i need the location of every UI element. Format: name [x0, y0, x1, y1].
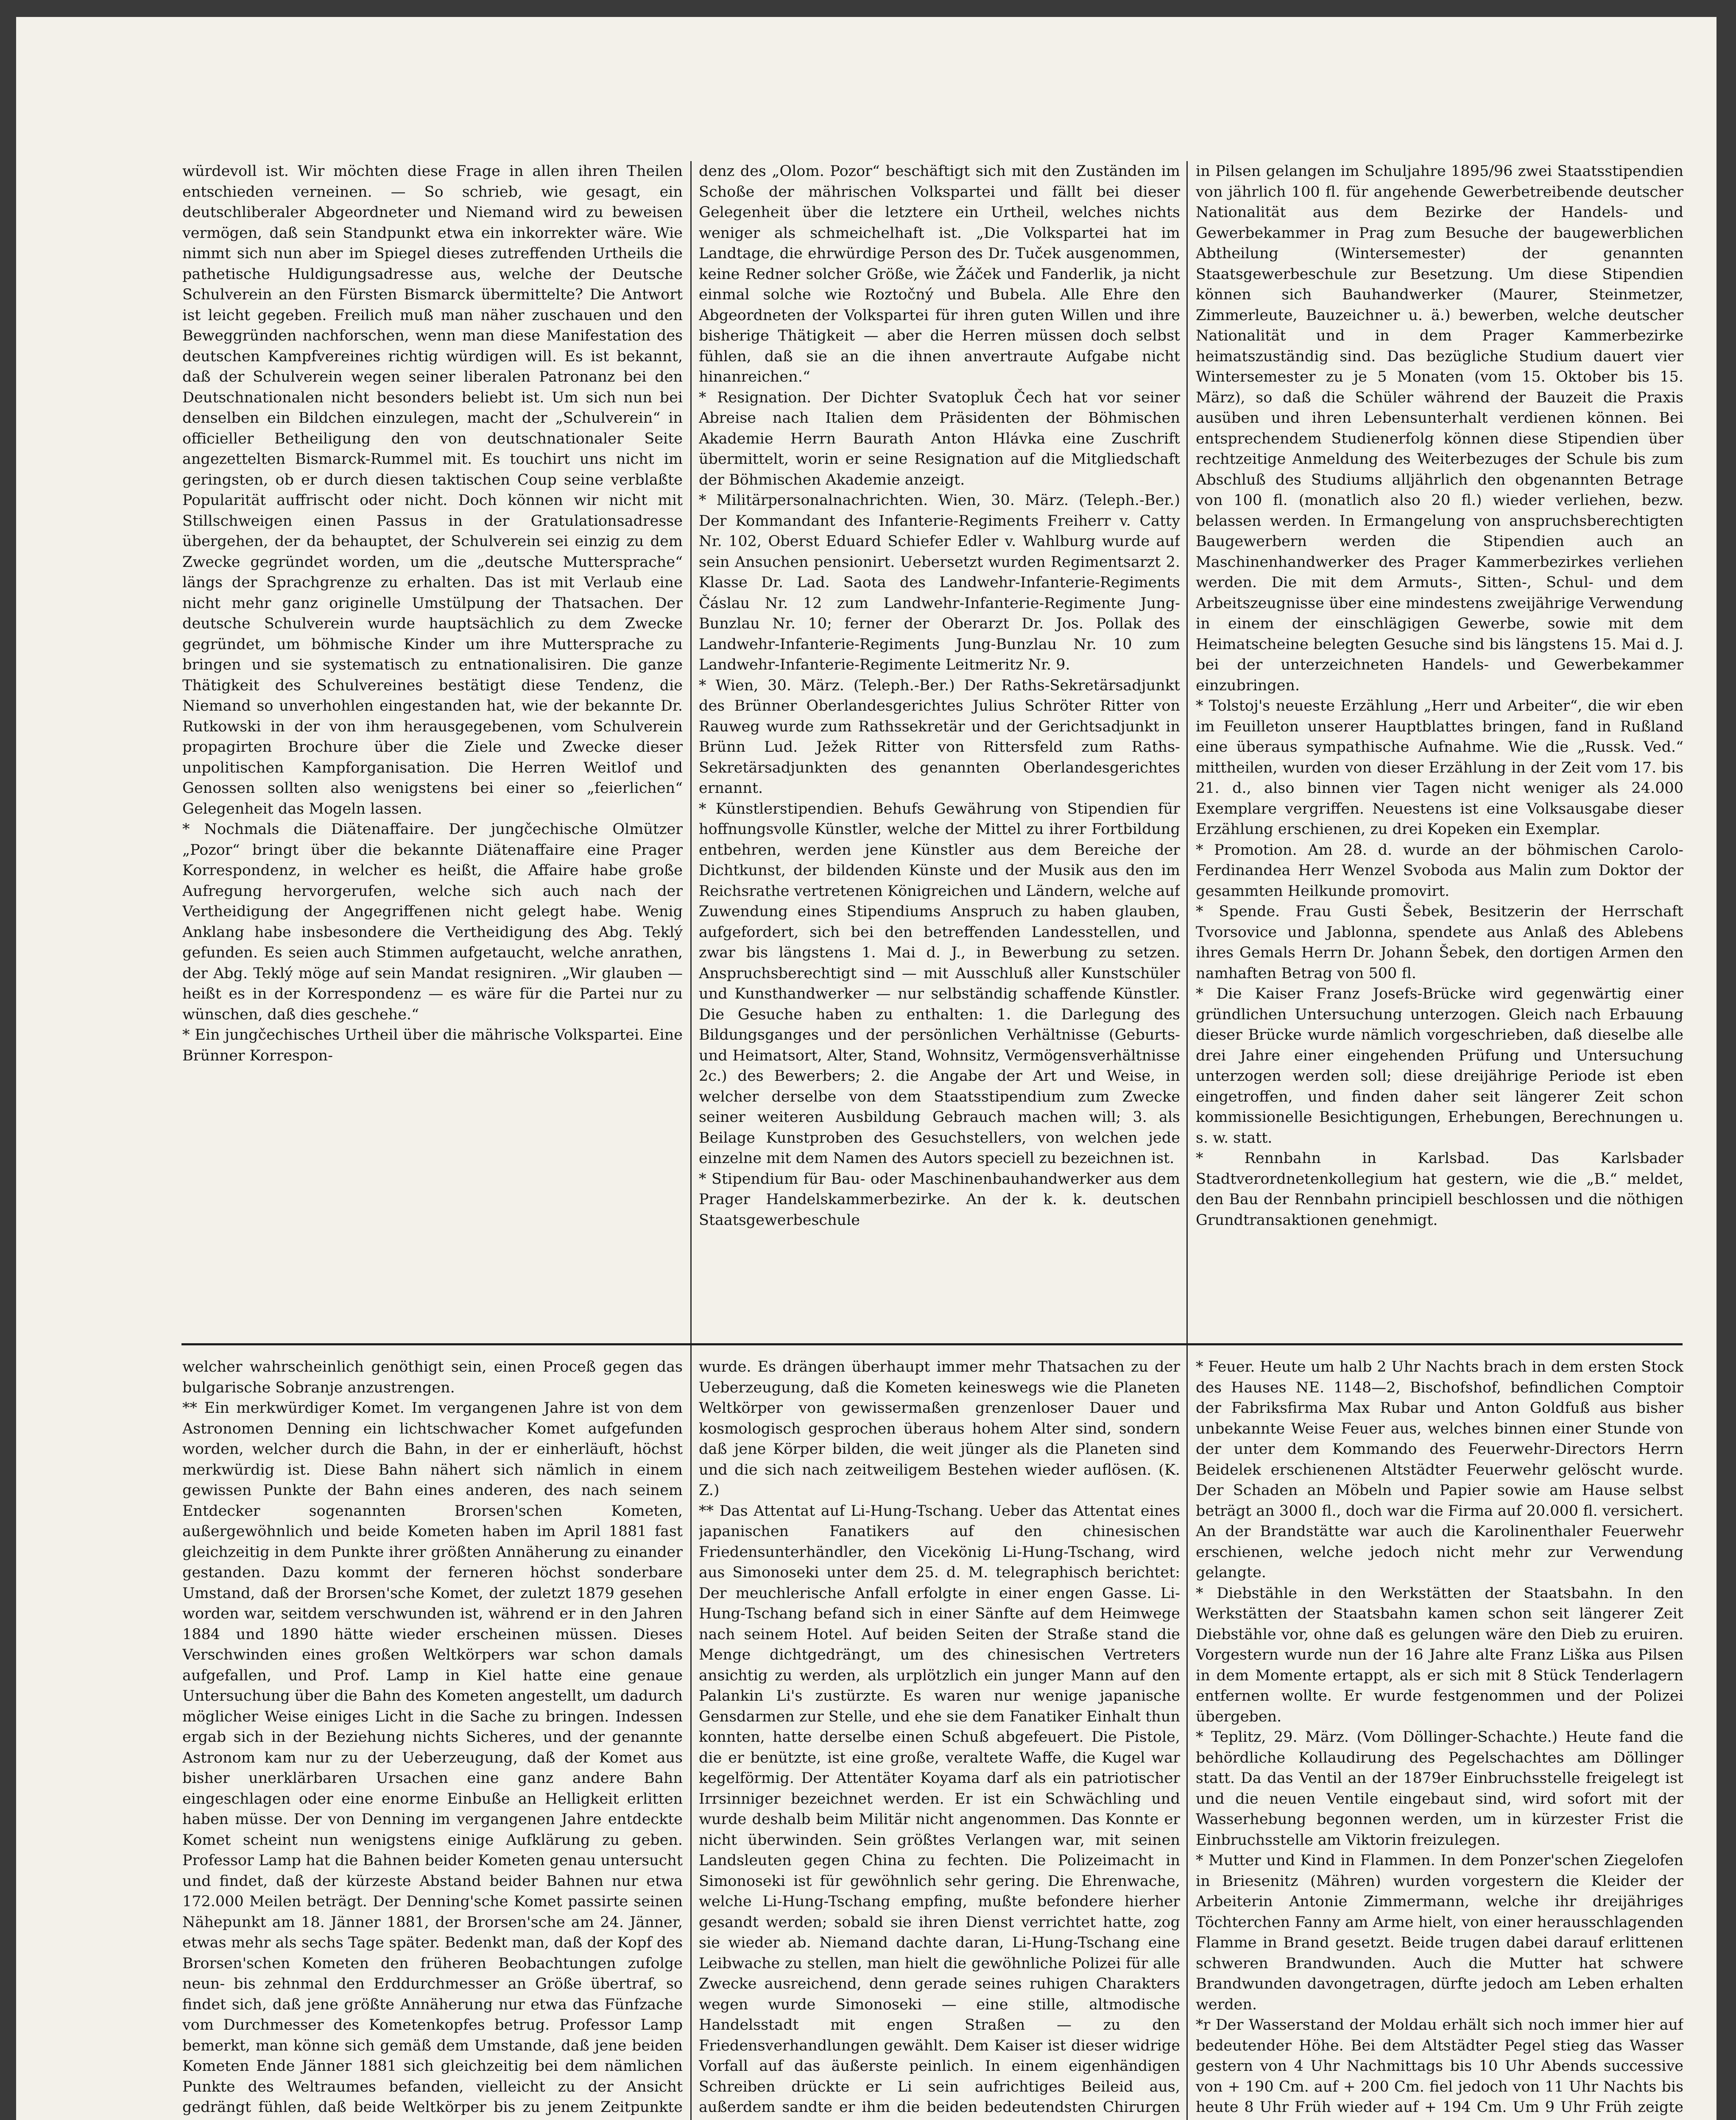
- article-franz-josefs-bruecke: * Die Kaiser Franz Josefs-Brücke wird gegenwärtig einer gründlichen Untersuchung unterzogen. Gleich nach Erbauung dieser Brücke wurde nämlich vorgeschrieben, daß dieselbe alle drei Jahre einer eingehenden Prüfung und Untersuchung unterzogen werden soll; diese dreijährige Periode ist eben eingetroffen, und finden daher seit längerer Zeit schon kommissionelle Besichtigungen, Erhebungen, Berechnungen u. s. w. statt.: [1196, 985, 1683, 1146]
- article-spende: * Spende. Frau Gusti Šebek, Besitzerin der Herrschaft Tvorsovice und Jablonna, spendete aus Anlaß des Ablebens ihres Gemals Herrn Dr. Johann Šebek, den dortigen Armen den namhaften Betrag von 500 fl.: [1196, 903, 1683, 982]
- article-komet: ** Ein merkwürdiger Komet. Im vergangenen Jahre ist von dem Astronomen Denning ein lichtschwacher Komet aufgefunden worden, welcher durch die Bahn, in der er einherläuft, höchst merkwürdig ist. Diese Bahn nähert sich nämlich in einem gewissen Punkte der Bahn eines anderen, des nach seinem Entdecker sogenannten Brorsen'schen Kometen, außergewöhnlich und beide Kometen haben im April 1881 fast gleichzeitig in dem Punkte ihrer größten Annäherung zu einander gestanden. Dazu kommt der ferneren höchst sonderbare Umstand, daß der Brorsen'sche Komet, der zuletzt 1879 gesehen worden war, seitdem verschwunden ist, während er in den Jahren 1884 und 1890 hätte wieder erscheinen müssen. Dieses Verschwinden eines großen Weltkörpers war schon damals aufgefallen, und Prof. Lamp in Kiel hatte eine genaue Untersuchung über die Bahn des Kometen angestellt, um dadurch möglicher Weise einiges Licht in die Sache zu bringen. Indessen ergab sich in der Beziehung nichts Sicheres, und der genannte Astronom kam nur zu der Ueberzeugung, daß der Komet aus bisher unerklärbaren Ursachen eine ganz andere Bahn eingeschlagen oder eine enorme Einbuße an Helligkeit erlitten haben müsse. Der von Denning im vergangenen Jahre entdeckte Komet scheint nun wenigstens einige Aufklärung zu geben. Professor Lamp hat die Bahnen beider Kometen genau untersucht und findet, daß der kürzeste Abstand beider Bahnen nur etwa 172.000 Meilen beträgt. Der Denning'sche Komet passirte seinen Nähepunkt am 18. Jänner 1881, der Brorsen'sche am 24. Jänner, etwas mehr als sechs Tage später. Bedenkt man, daß der Kopf des Brorsen'schen Kometen den früheren Beobachtungen zufolge neun- bis zehnmal den Erddurchmesser an Größe übertraf, so findet sich, daß jene größte Annäherung nur etwa das Fünfzache vom Durchmesser des Kometenkopfes betrug. Professor Lamp bemerkt, man könne sich gemäß dem Umstande, daß jene beiden Kometen Ende Jänner 1881 sich gleichzeitig bei dem nämlichen Punkte des Weltraumes befanden, vielleicht zu der Ansicht gedrängt fühlen, daß beide Weltkörper bis zu jenem Zeitpunkte: [182, 1400, 683, 2116]
- article-diaetenaffaire: * Nochmals die Diätenaffaire. Der jungčechische Olmützer „Pozor“ bringt über die bekannte Diätenaffaire eine Prager Korrespondenz, in welcher es heißt, die Affaire habe große Aufregung hervorgerufen, welche sich auch nach der Vertheidigung der Angegriffenen nicht gelegt habe. Wenig Anklang habe insbesondere die Vertheidigung des Abg. Teklý gefunden. Es seien auch Stimmen aufgetaucht, welche anrathen, der Abg. Teklý möge auf sein Mandat resigniren. „Wir glauben — heißt es in der Korrespondenz — es wäre für die Partei nur zu wünschen, daß dies geschehe.“: [182, 821, 683, 1023]
- top-column-1: [182, 161, 683, 1340]
- article-rennbahn-karlsbad: * Rennbahn in Karlsbad. Das Karlsbader Stadtverordnetenkollegium hat gestern, wie die „B.“ meldet, den Bau der Rennbahn principiell beschlossen und die nöthigen Grundtransaktionen genehmigt.: [1196, 1150, 1683, 1229]
- article-wien-raths: * Wien, 30. März. (Teleph.-Ber.) Der Raths-Sekretärsadjunkt des Brünner Oberlandesgerichtes Julius Schröter Ritter von Rauweg wurde zum Rathssekretär und der Gerichtsadjunkt in Brünn Lud. Ježek Ritter von Rittersfeld zum Raths-Sekretärsadjunkten des genannten Oberlandesgerichtes ernannt.: [699, 677, 1180, 797]
- top-column-2: [699, 161, 1180, 1340]
- article-schulverein: würdevoll ist. Wir möchten diese Frage in allen ihren Theilen entschieden verneinen. — So schrieb, wie gesagt, ein deutschliberaler Abgeordneter und Niemand wird zu beweisen vermögen, daß sein Standpunkt etwa ein inkorrekter wäre. Wie nimmt sich nun aber im Spiegel dieses zutreffenden Urtheils die pathetische Huldigungsadresse aus, welche der Deutsche Schulverein an den Fürsten Bismarck übermittelte? Die Antwort ist leicht gegeben. Freilich muß man näher zuschauen und den Beweggründen nachforschen, wenn man diese Manifestation des deutschen Kampfvereines richtig würdigen will. Es ist bekannt, daß der Schulverein wegen seiner liberalen Patronanz bei den Deutschnationalen nicht besonders beliebt ist. Um sich nun bei denselben ein Bildchen einzulegen, macht der „Schulverein“ in officieller Betheiligung den von deutschnationaler Seite angezettelten Bismarck-Rummel mit. Es touchirt uns nicht im geringsten, ob er durch diesen taktischen Coup seine verblaßte Popularität auffrischt oder nicht. Doch können wir nicht mit Stillschweigen einen Passus in der Gratulationsadresse übergehen, der da behauptet, der Schulverein sei einzig zu dem Zwecke gegründet worden, um die „deutsche Muttersprache“ längs der Sprachgrenze zu erhalten. Das ist mit Verlaub eine nicht mehr ganz originelle Umstülpung der Thatsachen. Der deutsche Schulverein wurde hauptsächlich zu dem Zwecke gegründet, um böhmische Kinder um ihre Muttersprache zu bringen und sie systematisch zu entnationalisiren. Die ganze Thätigkeit des Schulvereines bestätigt diese Tendenz, die Niemand so unverhohlen eingestanden hat, wie der bekannte Dr. Rutkowski in der von ihm herausgegebenen, vom Schulverein propagirten Brochure über die Ziele und Zwecke dieser unpolitischen Kampforganisation. Die Herren Weitlof und Genossen sollten also wenigstens bei einer so „feierlichen“ Gelegenheit das Mogeln lassen.: [182, 163, 683, 817]
- article-volkspartei: denz des „Olom. Pozor“ beschäftigt sich mit den Zuständen im Schoße der mährischen Volkspartei und fällt bei dieser Gelegenheit über die letztere ein Urtheil, welches nichts weniger als schmeichelhaft ist. „Die Volkspartei hat im Landtage, die ehrwürdige Person des Dr. Tuček ausgenommen, keine Redner solcher Größe, wie Žáček und Fanderlik, ja nicht einmal solche wie Roztočný und Bubela. Alle Ehre den Abgeordneten der Volkspartei für ihren guten Willen und ihre bisherige Thätigkeit — aber die Herren müssen doch selbst fühlen, daß sie an die ihnen anvertraute Aufgabe nicht hinanreichen.“: [699, 163, 1180, 385]
- article-kometen-schluss: wurde. Es drängen überhaupt immer mehr Thatsachen zu der Ueberzeugung, daß die Kometen keineswegs wie die Planeten Weltkörper von gewissermaßen grenzenloser Dauer und kosmologisch gesprochen überaus hohem Alter sind, sondern daß jene Körper bilden, die weit jünger als die Planeten sind und die sich nach zeitweiligem Bestehen wieder auflösen. (K. Z.): [699, 1358, 1180, 1499]
- article-staatsstipendien: in Pilsen gelangen im Schuljahre 1895/96 zwei Staatsstipendien von jährlich 100 fl. für angehende Gewerbetreibende deutscher Nationalität aus dem Bezirke der Handels- und Gewerbekammer in Prag zum Besuche der baugewerblichen Abtheilung (Wintersemester) der genannten Staatsgewerbeschule zur Besetzung. Um diese Stipendien können sich Bauhandwerker (Maurer, Steinmetzer, Zimmerleute, Bauzeichner u. ä.) bewerben, welche deutscher Nationalität und in dem Prager Kammerbezirke heimatszuständig sind. Das bezügliche Studium dauert vier Wintersemester zu je 5 Monaten (vom 15. Oktober bis 15. März), so daß die Schüler während der Bauzeit die Praxis ausüben und ihren Lebensunterhalt verdienen können. Bei entsprechendem Studienerfolg können diese Stipendien über rechtzeitige Anmeldung des Weiterbezuges der Schule bis zum Abschluß des Studiums alljährlich den obgenannten Betrage von 100 fl. (monatlich also 20 fl.) wieder verliehen, bezw. belassen werden. In Ermangelung von anspruchsberechtigten Baugewerbern werden die Stipendien auch an Maschinenhandwerker des Prager Kammerbezirkes verliehen werden. Die mit dem Armuts-, Sitten-, Schul- und dem Arbeitszeugnisse über eine mindestens zweijährige Verwendung in einem der einschlägigen Gewerbe, sowie mit dem Heimatscheine belegten Gesuche sind bis längstens 15. Mai d. J. bei der unterzeichneten Handels- und Gewerbekammer einzubringen.: [1196, 163, 1683, 694]
- article-kuenstlerstipendien: * Künstlerstipendien. Behufs Gewährung von Stipendien für hoffnungsvolle Künstler, welche der Mittel zu ihrer Fortbildung entbehren, werden jene Künstler aus dem Bereiche der Dichtkunst, der bildenden Künste und der Musik aus den im Reichsrathe vertretenen Königreichen und Ländern, welche auf Zuwendung eines Stipendiums Anspruch zu haben glauben, aufgefordert, sich bei den betreffenden Landesstellen, und zwar bis längstens 1. Mai d. J., in Bewerbung zu setzen. Anspruchsberechtigt sind — mit Ausschluß aller Kunstschüler und Kunsthandwerker — nur selbständig schaffende Künstler. Die Gesuche haben zu enthalten: 1. die Darlegung des Bildungsganges und der persönlichen Verhältnisse (Geburts- und Heimatsort, Alter, Stand, Wohnsitz, Vermögensverhältnisse 2c.) des Bewerbers; 2. die Angabe der Art und Weise, in welcher derselbe von dem Staatsstipendium zum Zwecke seiner weiteren Ausbildung Gebrauch machen will; 3. als Beilage Kunstproben des Gesuchstellers, von welchen jede einzelne mit dem Namen des Autors speciell zu bezeichnen ist.: [699, 800, 1180, 1167]
- article-stipendium-bau: * Stipendium für Bau- oder Maschinenbauhandwerker aus dem Prager Handelskammerbezirke. An der k. k. deutschen Staatsgewerbeschule: [699, 1170, 1180, 1229]
- article-feuer: * Feuer. Heute um halb 2 Uhr Nachts brach in dem ersten Stock des Hauses NE. 1148—2, Bischofshof, befindlichen Comptoir der Fabriksfirma Max Rubar und Anton Goldfuß aus bisher unbekannte Weise Feuer aus, welches binnen einer Stunde von der unter dem Kommando des Feuerwehr-Directors Herrn Beidelek erschienenen Altstädter Feuerwehr gelöscht wurde. Der Schaden an Möbeln und Papier sowie am Hause selbst beträgt an 3000 fl., doch war die Firma auf 20.000 fl. versichert. An der Brandstätte war auch die Karolinenthaler Feuerwehr erschienen, welche jedoch nicht mehr zur Verwendung gelangte.: [1196, 1358, 1683, 1581]
- article-jungcech-urtheil: * Ein jungčechisches Urtheil über die mährische Volkspartei. Eine Brünner Korrespon-: [182, 1027, 683, 1064]
- bottom-column-3: [1196, 1357, 1683, 2120]
- article-promotion: * Promotion. Am 28. d. wurde an der böhmischen Carolo-Ferdinandea Herr Wenzel Svoboda aus Malin zum Doktor der gesammten Heilkunde promovirt.: [1196, 841, 1683, 900]
- article-tolstoj: * Tolstoj's neueste Erzählung „Herr und Arbeiter“, die wir eben im Feuilleton unserer Hauptblattes bringen, fand in Rußland eine überaus sympathische Aufnahme. Wie die „Russk. Ved.“ mittheilen, wurden von dieser Erzählung in der Zeit vom 17. bis 21. d., also binnen vier Tagen nicht weniger als 24.000 Exemplare vergriffen. Neuestens ist eine Volksausgabe dieser Erzählung erschienen, zu drei Kopeken ein Exemplar.: [1196, 697, 1683, 838]
- article-attentat-li-hung-tschang: ** Das Attentat auf Li-Hung-Tschang. Ueber das Attentat eines japanischen Fanatikers auf den chinesischen Friedensunterhändler, den Vicekönig Li-Hung-Tschang, wird aus Simonoseki unter dem 25. d. M. telegraphisch berichtet: Der meuchlerische Anfall erfolgte in einer engen Gasse. Li-Hung-Tschang befand sich in einer Sänfte auf dem Heimwege nach seinem Hotel. Auf beiden Seiten der Straße stand die Menge dichtgedrängt, um des chinesischen Vertreters ansichtig zu werden, als urplötzlich ein junger Mann auf den Palankin Li's zustürzte. Es waren nur wenige japanische Gensdarmen zur Stelle, und ehe sie dem Fanatiker Einhalt thun konnten, hatte derselbe einen Schuß abgefeuert. Die Pistole, die er benützte, ist eine große, veraltete Waffe, die Kugel war kegelförmig. Der Attentäter Koyama darf als ein patriotischer Irrsinniger bezeichnet werden. Er ist ein Schwächling und wurde deshalb beim Militär nicht angenommen. Das Konnte er nicht überwinden. Sein größtes Verlangen war, mit seinen Landsleuten gegen China zu fechten. Die Polizeimacht in Simonoseki ist für gewöhnlich sehr gering. Die Ehrenwache, welche Li-Hung-Tschang empfing, mußte befondere hierher gesandt werden; sobald sie ihren Dienst verrichtet hatte, zog sie wieder ab. Niemand dachte daran, Li-Hung-Tschang eine Leibwache zu stellen, man hielt die gewöhnliche Polizei für alle Zwecke ausreichend, denn gerade seines ruhigen Charakters wegen wurde Simonoseki — eine stille, altmodische Handelsstadt mit engen Straßen — zu den Friedensverhandlungen gewählt. Dem Kaiser ist dieser widrige Vorfall auf das äußerste peinlich. In einem eigenhändigen Schreiben drückte er Li sein aufrichtiges Beileid aus, außerdem sandte er ihm die beiden bedeutendsten Chirurgen: [699, 1502, 1180, 2116]
- section-rule: [181, 1343, 1683, 1345]
- column-rule: [690, 161, 692, 2120]
- bottom-column-2: [699, 1357, 1180, 2120]
- newspaper-page: [16, 17, 1716, 2120]
- column-rule: [1186, 161, 1188, 2120]
- article-mutter-kind: * Mutter und Kind in Flammen. In dem Ponzer'schen Ziegelofen in Briesenitz (Mähren) wurden vorgestern die Kleider der Arbeiterin Antonie Zimmermann, welche ihr dreijähriges Töchterchen Fanny am Arme hielt, von einer herausschlagenden Flamme in Brand gesetzt. Beide trugen dabei darauf erlittenen schweren Brandwunden. Auch die Mutter hat schwere Brandwunden davongetragen, dürfte jedoch am Leben erhalten werden.: [1196, 1852, 1683, 2013]
- article-resignation: * Resignation. Der Dichter Svatopluk Čech hat vor seiner Abreise nach Italien dem Präsidenten der Böhmischen Akademie Herrn Baurath Anton Hlávka eine Zuschrift übermittelt, worin er seine Resignation auf die Mitgliedschaft der Böhmischen Akademie anzeigt.: [699, 389, 1180, 488]
- article-sobranje: welcher wahrscheinlich genöthigt sein, einen Proceß gegen das bulgarische Sobranje anzustrengen.: [182, 1358, 683, 1396]
- top-column-3: [1196, 161, 1683, 1340]
- bottom-column-1: [182, 1357, 683, 2120]
- article-diebstaehle-staatsbahn: * Diebstähle in den Werkstätten der Staatsbahn. In den Werkstätten der Staatsbahn kamen schon seit längerer Zeit Diebstähle vor, ohne daß es gelungen wäre den Dieb zu eruiren. Vorgestern wurde nun der 16 Jahre alte Franz Liška aus Pilsen in dem Momente ertappt, als er sich mit 8 Stück Tenderlagern entfernen wollte. Er wurde festgenommen und der Polizei übergeben.: [1196, 1584, 1683, 1725]
- article-wasserstand-moldau: *r Der Wasserstand der Moldau erhält sich noch immer hier auf bedeutender Höhe. Bei dem Altstädter Pegel stieg das Wasser gestern von 4 Uhr Nachmittags bis 10 Uhr Abends successive von + 190 Cm. auf + 200 Cm. fiel jedoch von 11 Uhr Nachts bis heute 8 Uhr Früh wieder auf + 194 Cm. Um 9 Uhr Früh zeigte: [1196, 2017, 1683, 2116]
- article-teplitz: * Teplitz, 29. März. (Vom Döllinger-Schachte.) Heute fand die behördliche Kollaudirung des Pegelschachtes am Döllinger statt. Da das Ventil an der 1879er Einbruchsstelle freigelegt ist und die neuen Ventile eingebaut sind, wird sofort mit der Wasserhebung begonnen werden, um in kürzester Frist die Einbruchsstelle am Viktorin freizulegen.: [1196, 1729, 1683, 1849]
- article-militaerpersonal: * Militärpersonalnachrichten. Wien, 30. März. (Teleph.-Ber.) Der Kommandant des Infanterie-Regiments Freiherr v. Catty Nr. 102, Oberst Eduard Schiefer Edler v. Wahlburg wurde auf sein Ansuchen pensionirt. Uebersetzt wurden Regimentsarzt 2. Klasse Dr. Lad. Saota des Landwehr-Infanterie-Regiments Čáslau Nr. 12 zum Landwehr-Infanterie-Regimente Jung-Bunzlau Nr. 10; ferner der Oberarzt Dr. Jos. Pollak des Landwehr-Infanterie-Regiments Jung-Bunzlau Nr. 10 zum Landwehr-Infanterie-Regimente Leitmeritz Nr. 9.: [699, 492, 1180, 673]
